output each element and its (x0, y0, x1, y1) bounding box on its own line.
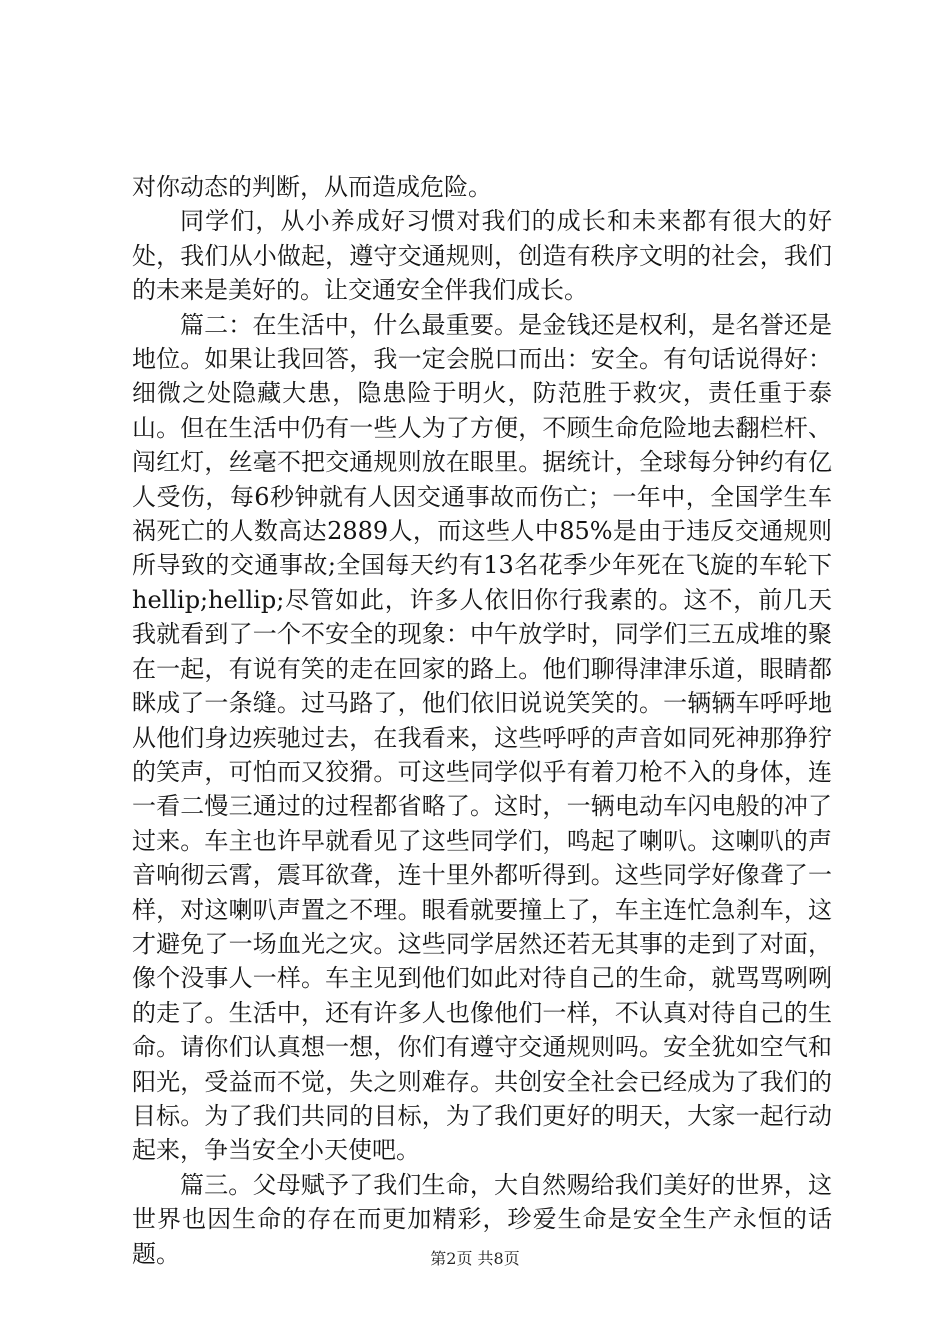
paragraph-students: 同学们，从小养成好习惯对我们的成长和未来都有很大的好处，我们从小做起，遵守交通规则，创造有秩序文明的社会，我们的未来是美好的。让交通安全伴我们成长。 (132, 207, 832, 305)
document-body (132, 170, 832, 1271)
paragraph-continuation: 对你动态的判断，从而造成危险。 (132, 173, 492, 201)
paragraph-part-two: 篇二：在生活中，什么最重要。是金钱还是权利，是名誉还是地位。如果让我回答，我一定会脱口而出：安全。有句话说得好：细微之处隐藏大患，隐患险于明火，防范胜于救灾，责任重于泰山。但在生活中仍有一些人为了方便，不顾生命危险地去翻栏杆、闯红灯，丝毫不把交通规则放在眼里。据统计，全球每分钟约有亿人受伤，每6秒钟就有人因交通事故而伤亡；一年中，全国学生车祸死亡的人数高达2889人，而这些人中85%是由于违反交通规则所导致的交通事故;全国每天约有13名花季少年死在飞旋的车轮下hellip;hellip;尽管如此，许多人依旧你行我素的。这不，前几天我就看到了一个不安全的现象：中午放学时，同学们三五成堆的聚在一起，有说有笑的走在回家的路上。他们聊得津津乐道，眼睛都眯成了一条缝。过马路了，他们依旧说说笑笑的。一辆辆车呼呼地从他们身边疾驰过去，在我看来，这些呼呼的声音如同死神那狰狞的笑声，可怕而又狡猾。可这些同学似乎有着刀枪不入的身体，连一看二慢三通过的过程都省略了。这时，一辆电动车闪电般的冲了过来。车主也许早就看见了这些同学们，鸣起了喇叭。这喇叭的声音响彻云霄，震耳欲聋，连十里外都听得到。这些同学好像聋了一样，对这喇叭声置之不理。眼看就要撞上了，车主连忙急刹车，这才避免了一场血光之灾。这些同学居然还若无其事的走到了对面，像个没事人一样。车主见到他们如此对待自己的生命，就骂骂咧咧的走了。生活中，还有许多人也像他们一样，不认真对待自己的生命。请你们认真想一想，你们有遵守交通规则吗。安全犹如空气和阳光，受益而不觉，失之则难存。共创安全社会已经成为了我们的目标。为了我们共同的目标，为了我们更好的明天，大家一起行动起来，争当安全小天使吧。 (132, 310, 832, 1165)
paragraph-part-three: 篇三。父母赋予了我们生命，大自然赐给我们美好的世界，这世界也因生命的存在而更加精彩，珍爱生命是安全生产永恒的话题。 (132, 1170, 832, 1268)
page-number-footer: 第2页 共8页 (430, 1249, 520, 1268)
